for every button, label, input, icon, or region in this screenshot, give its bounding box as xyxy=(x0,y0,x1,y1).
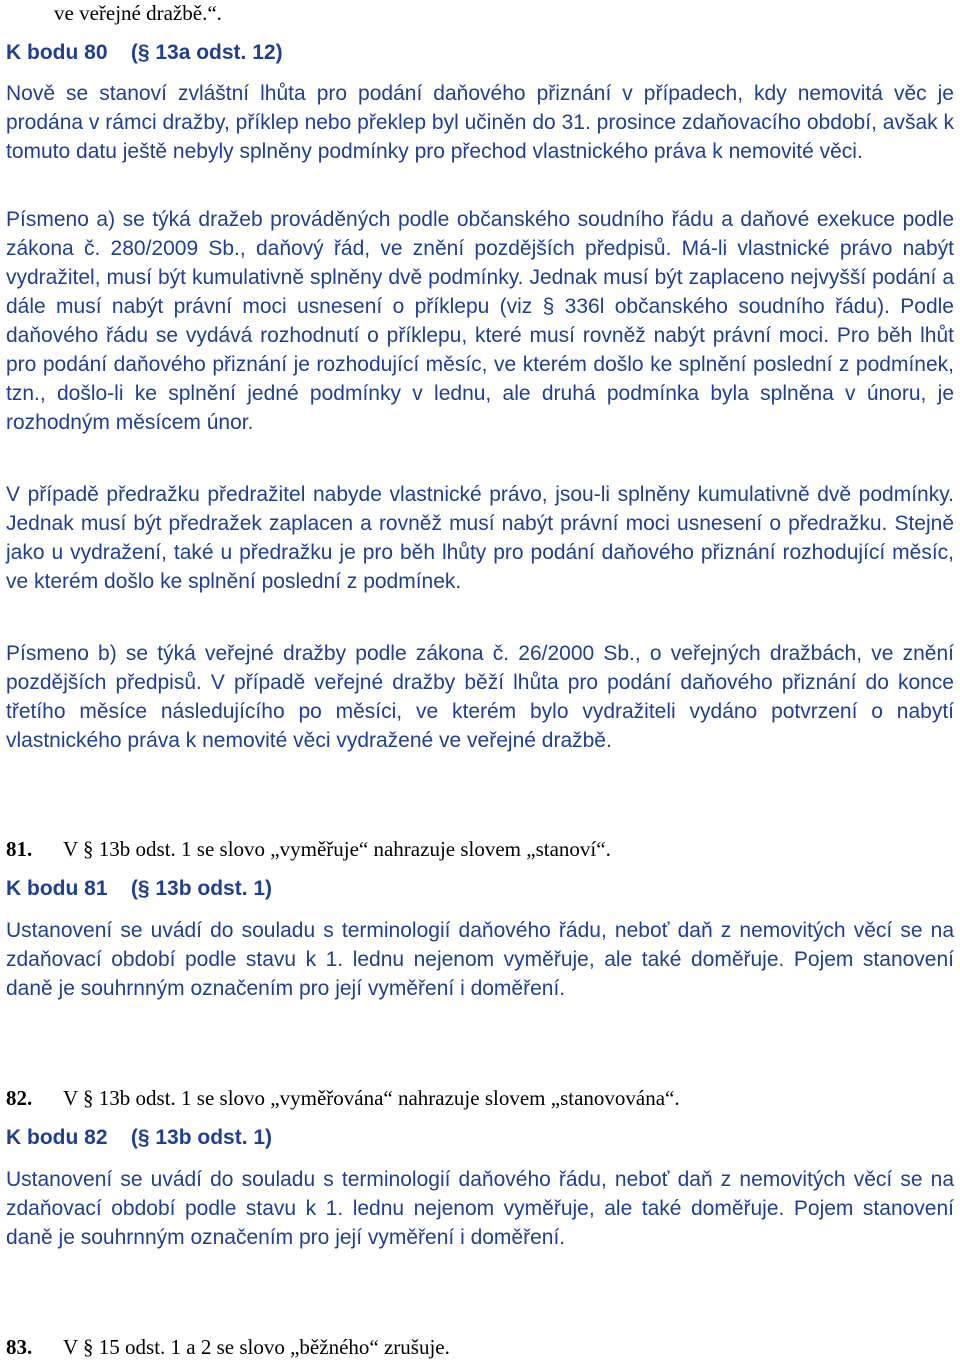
amendment-81 xyxy=(6,836,611,862)
paragraph-bod-80-1: Nově se stanoví zvláštní lhůta pro podání daňového přiznání v případech, kdy nemovitá věc je prodána v rámci dražby, příklep nebo překlep byl učiněn do 31. prosince zdaňovacího období, avšak k tomuto datu ještě nebyly splněny podmínky pro přechod vlastnického práva k nemovité věci. xyxy=(6,82,954,163)
paragraph-bod-81: Ustanovení se uvádí do souladu s terminologií daňového řádu, neboť daň z nemovitých věcí se na zdaňovací období podle stavu k 1. lednu nejenom vyměřuje, ale také doměřuje. Pojem stanovení daně je souhrnným označením pro její vyměření i doměření. xyxy=(6,919,954,1000)
heading-bod-82: K bodu 82 (§ 13b odst. 1) xyxy=(6,1126,273,1149)
paragraph-bod-82: Ustanovení se uvádí do souladu s terminologií daňového řádu, neboť daň z nemovitých věcí se na zdaňovací období podle stavu k 1. lednu nejenom vyměřuje, ale také doměřuje. Pojem stanovení daně je souhrnným označením pro její vyměření i doměření. xyxy=(6,1168,954,1249)
amendment-text: V § 15 odst. 1 a 2 se slovo „běžného“ zrušuje. xyxy=(63,1335,450,1359)
paragraph-bod-80-3: V případě předražku předražitel nabyde vlastnické právo, jsou-li splněny kumulativně dvě podmínky. Jednak musí být předražek zaplacen a rovněž musí nabýt právní moci usnesení o předražku. Stejně jako u vydražení, také u předražku je pro běh lhůty pro podání daňového přiznání rozhodující měsíc, ve kterém došlo ke splnění poslední z podmínek. xyxy=(6,483,954,593)
top-fragment: ve veřejné dražbě.“. xyxy=(54,1,222,25)
amendment-83 xyxy=(6,1334,450,1360)
amendment-number: 82. xyxy=(6,1086,33,1110)
amendment-number: 83. xyxy=(6,1335,33,1359)
amendment-82 xyxy=(6,1085,680,1111)
paragraph-bod-80-4: Písmeno b) se týká veřejné dražby podle zákona č. 26/2000 Sb., o veřejných dražbách, ve znění pozdějších předpisů. V případě veřejné dražby běží lhůta pro podání daňového přiznání do konce třetího měsíce následujícího po měsíci, ve kterém bylo vydražiteli vydáno potvrzení o nabytí vlastnického práva k nemovité věci vydražené ve veřejné dražbě. xyxy=(6,642,954,752)
amendment-text: V § 13b odst. 1 se slovo „vyměřuje“ nahrazuje slovem „stanoví“. xyxy=(63,837,611,861)
heading-bod-81: K bodu 81 (§ 13b odst. 1) xyxy=(6,877,273,900)
amendment-number: 81. xyxy=(6,837,33,861)
paragraph-bod-80-2: Písmeno a) se týká dražeb prováděných podle občanského soudního řádu a daňové exekuce podle zákona č. 280/2009 Sb., daňový řád, ve znění pozdějších předpisů. Má-li vlastnické právo nabýt vydražitel, musí být kumulativně splněny dvě podmínky. Jednak musí být zaplaceno nejvyšší podání a dále musí nabýt právní moci usnesení o příklepu (viz § 336l občanského soudního řádu). Podle daňového řádu se vydává rozhodnutí o příklepu, které musí rovněž nabýt právní moci. Pro běh lhůt pro podání daňového přiznání je rozhodující měsíc, ve kterém došlo ke splnění poslední z podmínek, tzn., došlo-li ke splnění jedné podmínky v lednu, ale druhá podmínka byla splněna v únoru, je rozhodným měsícem únor. xyxy=(6,208,954,434)
amendment-text: V § 13b odst. 1 se slovo „vyměřována“ nahrazuje slovem „stanovována“. xyxy=(63,1086,680,1110)
heading-bod-80: K bodu 80 (§ 13a odst. 12) xyxy=(6,41,283,64)
